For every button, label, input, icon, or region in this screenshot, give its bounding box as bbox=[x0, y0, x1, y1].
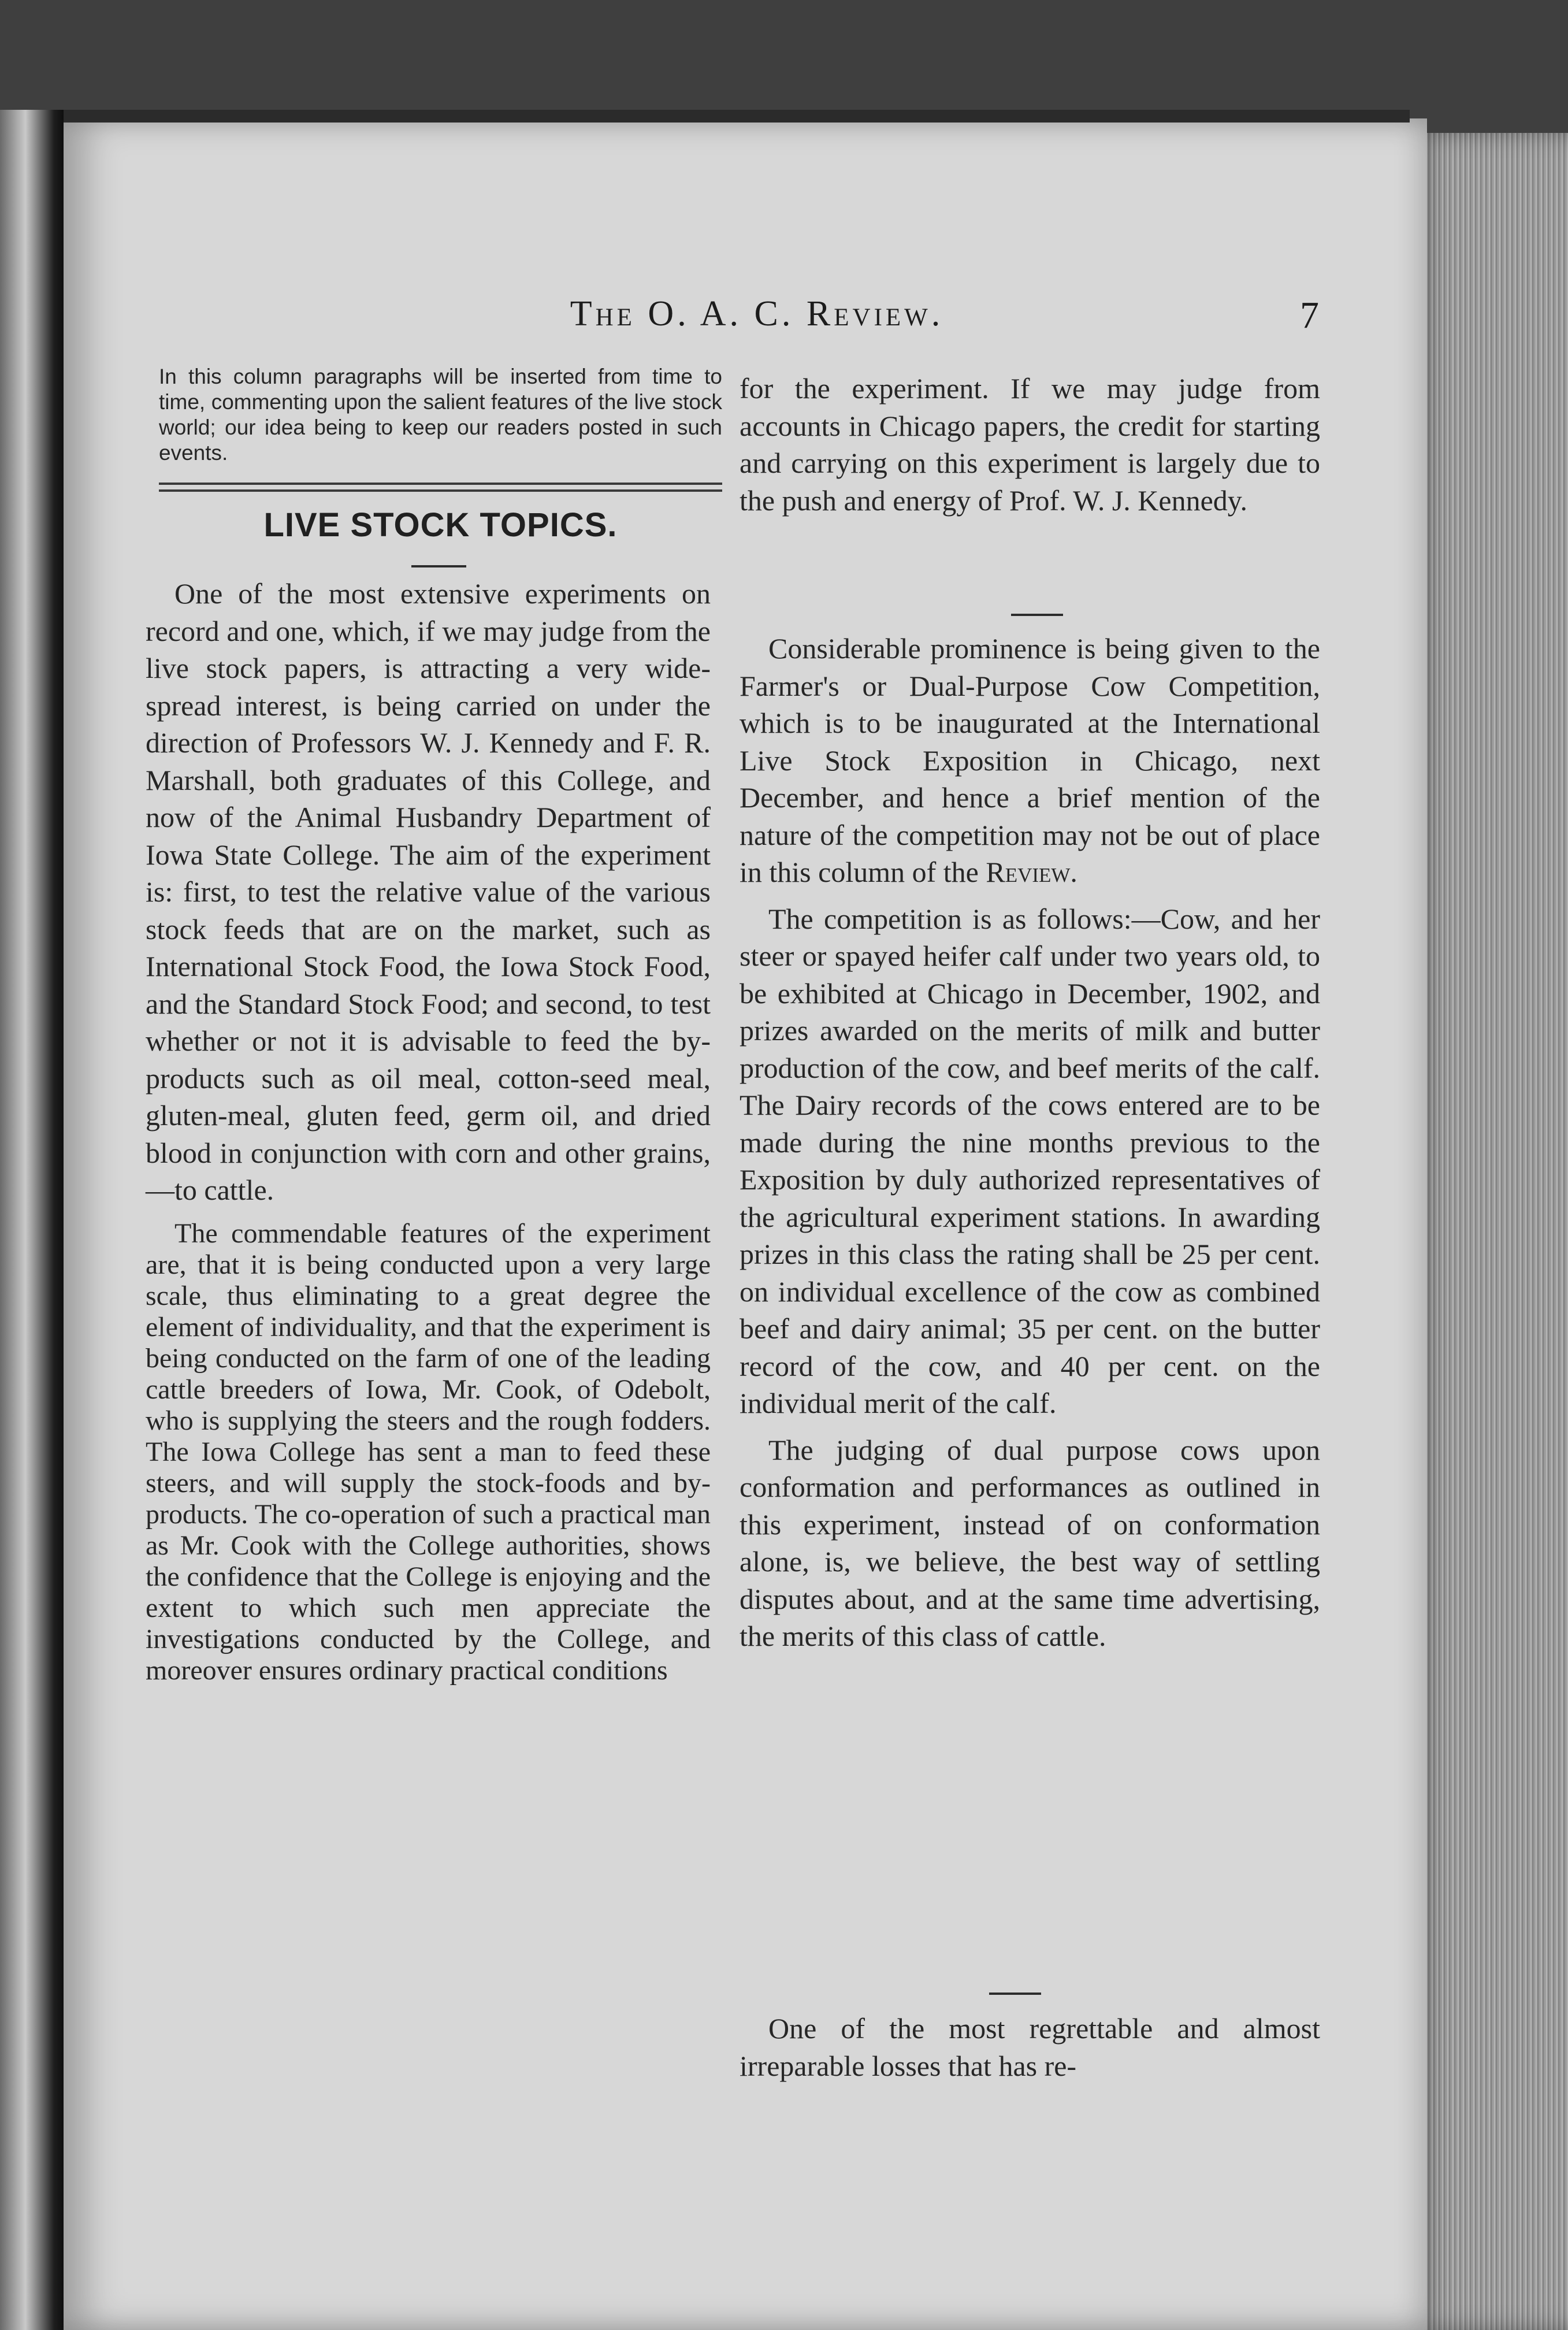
paragraph-separator-2 bbox=[989, 1993, 1041, 1995]
right-column-bottom bbox=[740, 2010, 1320, 2091]
left-paragraph-1: One of the most extensive experiments on record and one, which, if we may judge from the live stock papers, is attracting a very wide-spread interest, is being carried on under the direction of Professors W. J. Kennedy and F. R. Marshall, both graduates of this College, and now of the Animal Husbandry Department of Iowa State College. The aim of the experiment is: first, to test the relative value of the various stock feeds that are on the market, such as International Stock Food, the Iowa Stock Food, and the Standard Stock Food; and second, to test whether or not it is advisable to feed the by-products such as oil meal, cotton-seed meal, gluten-meal, gluten feed, germ oil, and dried blood in conjunction with corn and other grains,—to cattle. bbox=[146, 577, 711, 1206]
section-title: LIVE STOCK TOPICS. bbox=[263, 506, 618, 544]
right-paragraph-3: The competition is as follows:—Cow, and her steer or spayed heifer calf under two years old, to be exhibited at Chicago in December, 1902, and prizes awarded on the merits of milk and butter production of the cow, and beef merits of the calf. The Dairy records of the cows entered are to be made during the nine months previous to the Exposition by duly authorized representatives of the agricultural experiment stations. In awarding prizes in this class the rating shall be 25 per cent. on individual excellence of the cow as combined beef and dairy animal; 35 per cent. on the butter record of the cow, and 40 per cent. on the individual merit of the calf. bbox=[740, 902, 1320, 1419]
left-paragraph-2: The commendable features of the experiment are, that it is being conducted upon a very large scale, thus eliminating to a great degree the element of individuality, and that the experiment is being conducted on the farm of one of the leading cattle breeders of Iowa, Mr. Cook, of Odebolt, who is supplying the steers and the rough fodders. The Iowa College has sent a man to feed these steers, and will supply the stock-foods and by-products. The co-operation of such a practical man as Mr. Cook with the College authorities, shows the confidence that the College is enjoying and the extent to which such men appreciate the investigations conducted by the College, and moreover ensures ordinary practical conditions bbox=[146, 1218, 711, 1686]
page-number: 7 bbox=[1300, 294, 1319, 336]
book-page-edges bbox=[1410, 133, 1568, 2330]
title-rule bbox=[411, 565, 466, 567]
double-rule-divider bbox=[159, 483, 722, 492]
paragraph-separator-1 bbox=[1011, 614, 1063, 616]
right-paragraph-2-text: Considerable prominence is being given to the Farmer's or Dual-Purpose Cow Competition, which is to be inaugurated at the International Live Stock Exposition in Chicago, next December, and hence a brief mention of the nature of the competition may not be out of place in this column of the bbox=[740, 632, 1320, 888]
right-paragraph-4: The judging of dual purpose cows upon conformation and performances as outlined in this experiment, instead of on conformation alone, is, we believe, the best way of settling disputes about, and at the same time advertising, the merits of this class of cattle. bbox=[740, 1433, 1320, 1652]
page-top-shadow bbox=[64, 110, 1410, 123]
right-column-top bbox=[740, 370, 1320, 601]
editor-note: In this column paragraphs will be inserted from time to time, commenting upon the salient features of the live stock world; our idea being to keep our readers posted in such events. bbox=[159, 365, 722, 465]
running-title: The O. A. C. Review. bbox=[570, 294, 944, 333]
right-paragraph-5: One of the most regrettable and almost irreparable losses that has re- bbox=[740, 2012, 1320, 2082]
right-paragraph-1-continued: for the experiment. If we may judge from accounts in Chicago papers, the credit for starting and carrying on this experiment is largely due to the push and energy of Prof. W. J. Kennedy. bbox=[740, 372, 1320, 517]
facing-page-edge bbox=[0, 110, 64, 2330]
left-column bbox=[146, 575, 711, 2089]
right-paragraph-2 bbox=[740, 630, 1320, 891]
review-reference: Review. bbox=[986, 856, 1077, 888]
right-column-middle bbox=[740, 630, 1320, 1936]
